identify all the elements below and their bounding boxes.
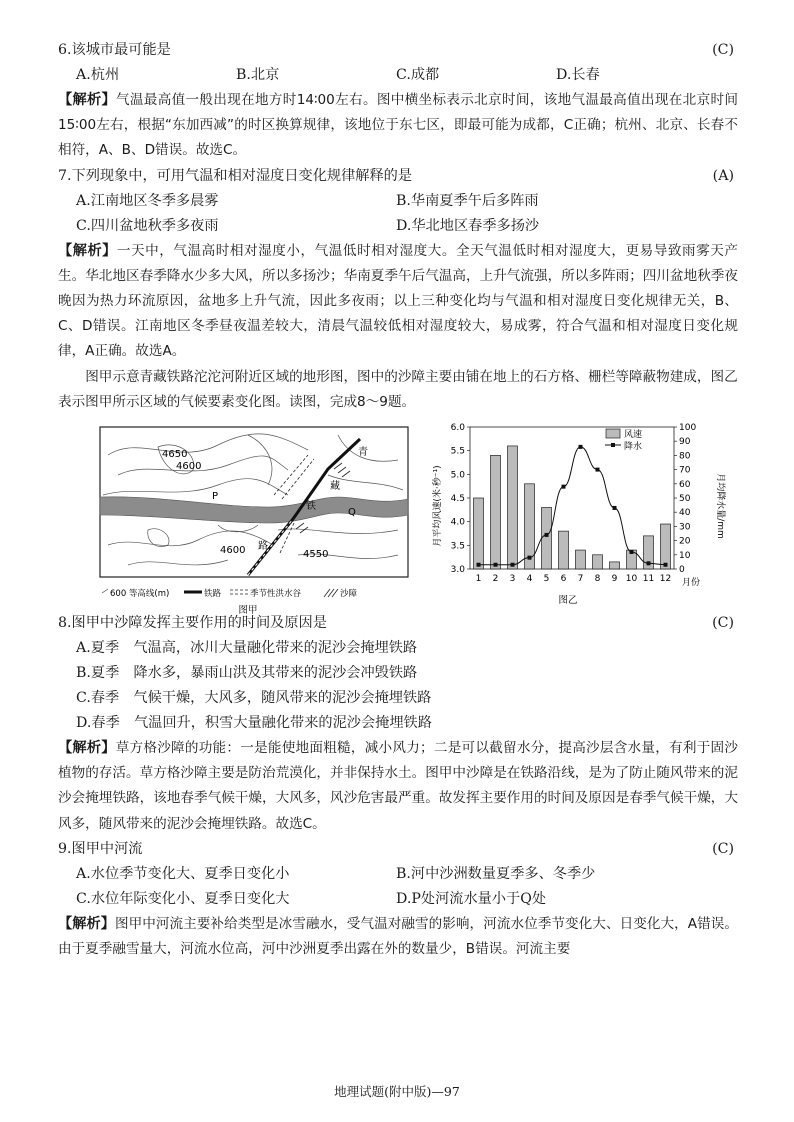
xtick-label: 9 xyxy=(611,574,618,585)
q7-stem: 7.下列现象中，可用气温和相对湿度日变化规律解释的是 xyxy=(58,167,413,184)
legend-river: 季节性洪水谷 xyxy=(250,589,302,600)
q9-options-row2 xyxy=(58,887,738,912)
q8-option-b: B.夏季 降水多，暴雨山洪及其带来的泥沙会冲毁铁路 xyxy=(76,665,418,682)
q9-stem-line xyxy=(58,837,738,862)
chart-legend xyxy=(605,428,642,452)
q7-option-a: A.江南地区冬季多晨雾 xyxy=(76,192,219,209)
q6-option-b: B.北京 xyxy=(236,67,280,83)
q7-analysis-text: 一天中，气温高时相对湿度小，气温低时相对湿度大。全天气温低时相对湿度大，更易导致雨雾天产生。华北地区春季降水少多大风，所以多扬沙；华南夏季午后气温高，上升气流强，所以多阵雨；四川盆地秋季夜晚因为热力环流原因，盆地多上升气流，因此多夜雨；以上三种变化均与气温和相对湿度日变化规律无关，B、C、D错误。江南地区冬季昼夜温差较大，清晨气温较低相对湿度较大，易成雾，符合气温和相对湿度日变化规律，A正确。故选A。 xyxy=(58,242,738,360)
chart-ylabel-right: 月均降水量/mm xyxy=(715,473,725,539)
point-precipitation xyxy=(528,556,532,560)
point-p: P xyxy=(212,491,219,503)
bar-wind-speed xyxy=(593,555,603,569)
xtick-label: 7 xyxy=(577,574,584,585)
q8-option-c-line xyxy=(58,686,738,711)
ytick-right-label: 60 xyxy=(679,479,691,490)
xtick-label: 12 xyxy=(659,574,672,585)
xtick-label: 4 xyxy=(526,574,533,585)
ytick-right-label: 10 xyxy=(679,550,691,561)
rail-label-qing: 青 xyxy=(358,447,368,459)
q6-stem: 6.该城市最可能是 xyxy=(58,42,171,58)
point-precipitation xyxy=(613,506,617,510)
xtick-label: 3 xyxy=(509,574,516,585)
material-intro: 图甲示意青藏铁路沱沱河附近区域的地形图，图中的沙障主要由铺在地上的石方格、栅栏等障蔽物建成，图乙表示图甲所示区域的气候要素变化图。读图，完成8～9题。 xyxy=(58,368,738,410)
point-precipitation xyxy=(630,550,634,554)
q9-analysis xyxy=(58,912,738,962)
contour-label-4650: 4650 xyxy=(162,449,188,461)
q9-stem: 9.图甲中河流 xyxy=(58,840,143,857)
q8-analysis-text: 草方格沙障的功能：一是能使地面粗糙，减小风力；二是可以截留水分，提高沙层含水量，有利于固沙植物的存活。草方格沙障主要是防治荒漠化，并非保持水土。图甲中沙障是在铁路沿线，是为了防止随风带来的泥沙会掩埋铁路，该地春季气候干燥，大风多，风沙危害最严重。故发挥主要作用的时间及原因是春季气候干燥，大风多，随风带来的泥沙会掩埋铁路。故选C。 xyxy=(58,740,738,832)
ytick-left-label: 4.0 xyxy=(450,517,465,528)
ytick-right-label: 30 xyxy=(679,522,691,533)
contour-label-4600-bottom: 4600 xyxy=(220,545,246,557)
ytick-right-label: 50 xyxy=(679,494,691,505)
q6-option-d: D.长春 xyxy=(556,67,600,83)
q7-analysis-tag: 【解析】 xyxy=(58,242,117,259)
ytick-right-label: 80 xyxy=(679,451,691,462)
bar-wind-speed xyxy=(508,446,518,569)
ytick-right-label: 20 xyxy=(679,536,691,547)
ytick-left-label: 5.5 xyxy=(450,446,465,457)
rail-label-tie: 铁 xyxy=(306,501,316,513)
ytick-right-label: 100 xyxy=(679,423,697,434)
legend-precip: 降水 xyxy=(624,442,643,453)
map-legend xyxy=(102,588,358,599)
q7-option-d: D.华北地区春季多扬沙 xyxy=(396,217,540,234)
bar-wind-speed xyxy=(661,524,671,569)
point-precipitation xyxy=(664,563,668,567)
q7-stem-line xyxy=(58,164,738,189)
q8-option-d-line xyxy=(58,711,738,736)
q7-answer: (A) xyxy=(712,167,734,184)
q9-analysis-text: 图甲中河流主要补给类型是冰雪融水，受气温对融雪的影响，河流水位季节变化大、日变化大，A错误。由于夏季融雪量大，河流水位高，河中沙洲夏季出露在外的数量少，B错误。河流主要 xyxy=(58,915,738,958)
q9-option-d: D.P处河流水量小于Q处 xyxy=(396,890,547,907)
q9-option-a: A.水位季节变化大、夏季日变化小 xyxy=(76,865,290,882)
q6-options xyxy=(58,63,738,88)
contour-label-4550: 4550 xyxy=(303,549,329,561)
bar-wind-speed xyxy=(474,498,484,569)
q7-options-row1 xyxy=(58,189,738,214)
xtick-label: 1 xyxy=(475,574,482,585)
point-precipitation xyxy=(494,563,498,567)
bar-wind-speed xyxy=(559,531,569,569)
q7-option-b: B.华南夏季午后多阵雨 xyxy=(396,192,539,209)
xtick-label: 11 xyxy=(642,574,655,585)
chart-caption: 图乙 xyxy=(558,595,578,607)
xtick-label: 6 xyxy=(560,574,567,585)
q9-analysis-tag: 【解析】 xyxy=(58,915,115,932)
chart-ylabel-left: 月平均风速(米·秒⁻¹) xyxy=(433,465,443,547)
q9-answer: (C) xyxy=(712,840,734,857)
ytick-right-label: 40 xyxy=(679,508,691,519)
point-precipitation xyxy=(562,485,566,489)
q6-analysis xyxy=(58,88,738,164)
q8-option-c: C.春季 气候干燥，大风多，随风带来的泥沙会掩埋铁路 xyxy=(76,690,432,707)
climate-chart xyxy=(430,421,730,615)
contour-label-4600-top: 4600 xyxy=(176,461,202,473)
bar-wind-speed xyxy=(491,455,501,569)
legend-sand: 沙障 xyxy=(340,589,358,600)
q8-stem: 8.图甲中沙障发挥主要作用的时间及原因是 xyxy=(58,615,327,632)
bar-wind-speed xyxy=(576,550,586,569)
point-precipitation xyxy=(511,563,515,567)
q7-option-c: C.四川盆地秋季多夜雨 xyxy=(76,217,219,234)
legend-rail: 铁路 xyxy=(204,589,222,600)
q7-options-row2 xyxy=(58,214,738,239)
point-precipitation xyxy=(596,468,600,472)
ytick-right-label: 70 xyxy=(679,465,691,476)
ytick-right-label: 90 xyxy=(679,437,691,448)
point-precipitation xyxy=(579,445,583,449)
ytick-right-label: 0 xyxy=(679,565,685,576)
q7-analysis xyxy=(58,239,738,365)
ytick-left-label: 5.0 xyxy=(450,470,465,481)
q6-option-c: C.成都 xyxy=(396,67,440,83)
q6-answer: (C) xyxy=(712,42,734,58)
q8-analysis xyxy=(58,736,738,837)
figures xyxy=(58,419,738,616)
q8-option-a: A.夏季 气温高，冰川大量融化带来的泥沙会掩埋铁路 xyxy=(76,640,418,657)
q6-analysis-tag: 【解析】 xyxy=(58,92,116,108)
q6-option-a: A.杭州 xyxy=(76,67,120,83)
q8-option-b-line xyxy=(58,661,738,686)
q8-analysis-tag: 【解析】 xyxy=(58,740,116,757)
ytick-left-label: 4.5 xyxy=(450,494,465,505)
point-precipitation xyxy=(477,563,481,567)
bar-wind-speed xyxy=(542,507,552,569)
point-precipitation xyxy=(545,533,549,537)
line-precipitation xyxy=(479,447,666,565)
bar-wind-speed xyxy=(610,562,620,569)
q6-stem-line xyxy=(58,38,738,63)
rail-label-zang: 藏 xyxy=(330,481,340,493)
q8-answer: (C) xyxy=(712,615,734,632)
q8-option-d: D.春季 气温回升，积雪大量融化带来的泥沙会掩埋铁路 xyxy=(76,715,432,732)
legend-contour: 600 等高线(m) xyxy=(110,589,170,600)
map-caption: 图甲 xyxy=(238,605,258,616)
ytick-left-label: 3.0 xyxy=(450,565,465,576)
chart-xlabel: 月份 xyxy=(682,578,701,589)
q8-stem-line xyxy=(58,611,738,636)
map-figure xyxy=(98,425,412,615)
page-footer: 地理试题(附中版)—97 xyxy=(334,1084,460,1099)
ytick-left-label: 6.0 xyxy=(450,423,465,434)
rail-label-lu: 路 xyxy=(258,541,268,553)
xtick-label: 2 xyxy=(492,574,499,585)
xtick-label: 8 xyxy=(594,574,601,585)
page-content xyxy=(58,38,738,962)
point-q: Q xyxy=(348,507,356,519)
q6-analysis-text: 气温最高值一般出现在地方时14∶00左右。图中横坐标表示北京时间，该地气温最高值出现在北京时间15∶00左右，根据“东加西减”的时区换算规律，该地位于东七区，即最可能为成都，C正确；杭州、北京、长春不相符，A、B、D错误。故选C。 xyxy=(58,92,738,159)
q8-option-a-line xyxy=(58,636,738,661)
q9-option-b: B.河中沙洲数量夏季多、冬季少 xyxy=(396,865,596,882)
xtick-label: 10 xyxy=(625,574,638,585)
ytick-left-label: 3.5 xyxy=(450,541,465,552)
q9-options-row1 xyxy=(58,862,738,887)
q9-option-c: C.水位年际变化小、夏季日变化大 xyxy=(76,890,290,907)
point-precipitation xyxy=(647,561,651,565)
legend-wind: 风速 xyxy=(624,430,643,441)
xtick-label: 5 xyxy=(543,574,550,585)
